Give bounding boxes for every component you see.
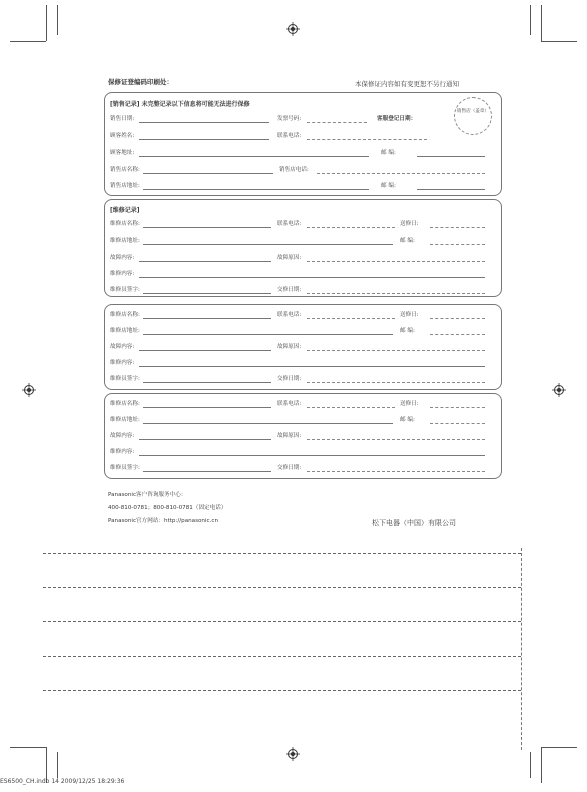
handover-date-field[interactable] <box>307 293 485 294</box>
note-line <box>43 621 521 622</box>
dealer-phone-label: 销售店电话: <box>279 167 309 173</box>
invoice-number-field[interactable] <box>307 122 367 123</box>
dealer-name-field[interactable] <box>143 173 273 174</box>
dealer-phone-field[interactable] <box>317 173 485 174</box>
send-date-field[interactable] <box>430 407 485 408</box>
fault-content-field[interactable] <box>139 261 271 262</box>
fault-content-label: 故障内容: <box>110 255 135 261</box>
crop-mark <box>530 5 531 35</box>
send-date-label: 送修日: <box>400 401 419 407</box>
serial-print-label: 保修证登编码印刷处： <box>108 78 173 86</box>
official-website: Panasonic官方网站：http://panasonic.cn <box>108 518 219 524</box>
dealer-postcode-field[interactable] <box>417 189 485 190</box>
repair-shop-name-field[interactable] <box>143 227 271 228</box>
repair-postcode-label: 邮 编: <box>400 238 415 244</box>
repair-record-panel <box>104 199 502 297</box>
postcode-label: 邮 编: <box>381 150 396 156</box>
sales-record-title: [销售记录] 未完整记录以下信息将可能无法进行保修 <box>110 101 250 108</box>
repair-content-label: 维修内容: <box>110 449 135 455</box>
repair-phone-field[interactable] <box>307 407 395 408</box>
crop-mark <box>541 747 542 783</box>
repair-postcode-field[interactable] <box>430 423 485 424</box>
crop-mark <box>541 5 542 41</box>
repair-content-field[interactable] <box>139 455 485 456</box>
repair-shop-name-label: 维修店名称: <box>110 221 140 227</box>
repair-phone-label: 联系电话: <box>277 221 302 227</box>
fault-cause-label: 故障原因: <box>277 433 302 439</box>
note-line <box>43 587 521 588</box>
handover-date-label: 交修日期: <box>277 465 302 471</box>
crop-mark <box>530 752 531 778</box>
repair-record-panel <box>104 393 502 479</box>
fault-content-field[interactable] <box>139 439 271 440</box>
technician-signature-label: 维修员签字: <box>110 287 140 293</box>
service-center-label: Panasonic客户咨询服务中心： <box>108 492 187 498</box>
fault-content-field[interactable] <box>139 350 271 351</box>
repair-phone-field[interactable] <box>307 318 395 319</box>
repair-postcode-field[interactable] <box>430 244 485 245</box>
technician-signature-label: 维修员签字: <box>110 465 140 471</box>
sales-date-label: 销售日期: <box>110 116 135 122</box>
repair-record-title: [维修记录] <box>110 207 140 214</box>
crop-mark <box>46 5 47 41</box>
technician-signature-field[interactable] <box>143 293 271 294</box>
repair-content-label: 维修内容: <box>110 271 135 277</box>
contact-phone-field[interactable] <box>307 139 427 140</box>
note-line <box>43 656 521 657</box>
repair-shop-address-field[interactable] <box>143 423 393 424</box>
customer-name-label: 顾客姓名: <box>110 133 135 139</box>
crop-mark <box>541 41 577 42</box>
technician-signature-label: 维修员签字: <box>110 376 140 382</box>
crop-mark <box>10 747 46 748</box>
cut-line <box>521 548 522 750</box>
repair-content-label: 维修内容: <box>110 360 135 366</box>
repair-shop-name-label: 维修店名称: <box>110 312 140 318</box>
handover-date-label: 交修日期: <box>277 287 302 293</box>
fault-cause-field[interactable] <box>307 439 485 440</box>
technician-signature-field[interactable] <box>143 382 271 383</box>
repair-shop-name-field[interactable] <box>143 318 271 319</box>
repair-content-field[interactable] <box>139 366 485 367</box>
handover-date-field[interactable] <box>307 471 485 472</box>
repair-postcode-label: 邮 编: <box>400 417 415 423</box>
repair-shop-name-label: 维修店名称: <box>110 401 140 407</box>
customer-address-field[interactable] <box>139 156 369 157</box>
invoice-number-label: 发票号码: <box>277 116 302 122</box>
repair-record-panel <box>104 304 502 390</box>
company-name: 松下电器（中国）有限公司 <box>372 519 456 527</box>
customer-address-label: 顾客地址: <box>110 150 135 156</box>
repair-postcode-label: 邮 编: <box>400 328 415 334</box>
repair-shop-address-label: 维修店地址: <box>110 238 140 244</box>
fault-cause-field[interactable] <box>307 350 485 351</box>
fault-content-label: 故障内容: <box>110 344 135 350</box>
handover-date-field[interactable] <box>307 382 485 383</box>
fault-cause-label: 故障原因: <box>277 255 302 261</box>
registration-mark-icon <box>552 383 566 397</box>
crop-mark <box>541 747 577 748</box>
repair-shop-address-label: 维修店地址: <box>110 328 140 334</box>
note-line <box>43 553 521 554</box>
fault-cause-label: 故障原因: <box>277 344 302 350</box>
repair-phone-label: 联系电话: <box>277 312 302 318</box>
send-date-label: 送修日: <box>400 221 419 227</box>
crop-mark <box>57 5 58 35</box>
crop-mark <box>10 41 46 42</box>
send-date-label: 送修日: <box>400 312 419 318</box>
registration-mark-icon <box>286 747 300 761</box>
contact-phone-label: 联系电话: <box>277 133 302 139</box>
technician-signature-field[interactable] <box>143 471 271 472</box>
dealer-stamp-area: 销售店（盖章） <box>454 97 492 135</box>
repair-shop-address-field[interactable] <box>143 334 393 335</box>
repair-shop-address-field[interactable] <box>143 244 393 245</box>
dealer-name-label: 销售店名称: <box>110 167 140 173</box>
registration-mark-icon <box>22 383 36 397</box>
registration-mark-icon <box>286 22 300 36</box>
send-date-field[interactable] <box>430 318 485 319</box>
sales-date-field[interactable] <box>139 122 269 123</box>
repair-shop-address-label: 维修店地址: <box>110 417 140 423</box>
note-line <box>43 690 521 691</box>
repair-phone-label: 联系电话: <box>277 401 302 407</box>
dealer-address-label: 销售店地址: <box>110 183 140 189</box>
change-notice: 本保修证内容如有变更恕不另行通知 <box>355 80 459 88</box>
service-hotline: 400-810-0781；800-810-0781（固定电话） <box>108 505 227 511</box>
repair-phone-field[interactable] <box>307 227 395 228</box>
print-slug: ES6500_CH.indb 14 2009/12/25 18:29:36 <box>0 778 125 785</box>
dealer-postcode-label: 邮 编: <box>381 183 396 189</box>
registration-date-label: 客服登记日期： <box>377 116 417 122</box>
repair-content-field[interactable] <box>139 277 485 278</box>
send-date-field[interactable] <box>430 227 485 228</box>
fault-content-label: 故障内容: <box>110 433 135 439</box>
customer-name-field[interactable] <box>139 139 269 140</box>
dealer-address-field[interactable] <box>143 189 369 190</box>
crop-mark <box>57 752 58 778</box>
postcode-field[interactable] <box>417 156 485 157</box>
repair-shop-name-field[interactable] <box>143 407 271 408</box>
sales-record-panel <box>104 92 502 196</box>
fault-cause-field[interactable] <box>307 261 485 262</box>
handover-date-label: 交修日期: <box>277 376 302 382</box>
repair-postcode-field[interactable] <box>430 334 485 335</box>
